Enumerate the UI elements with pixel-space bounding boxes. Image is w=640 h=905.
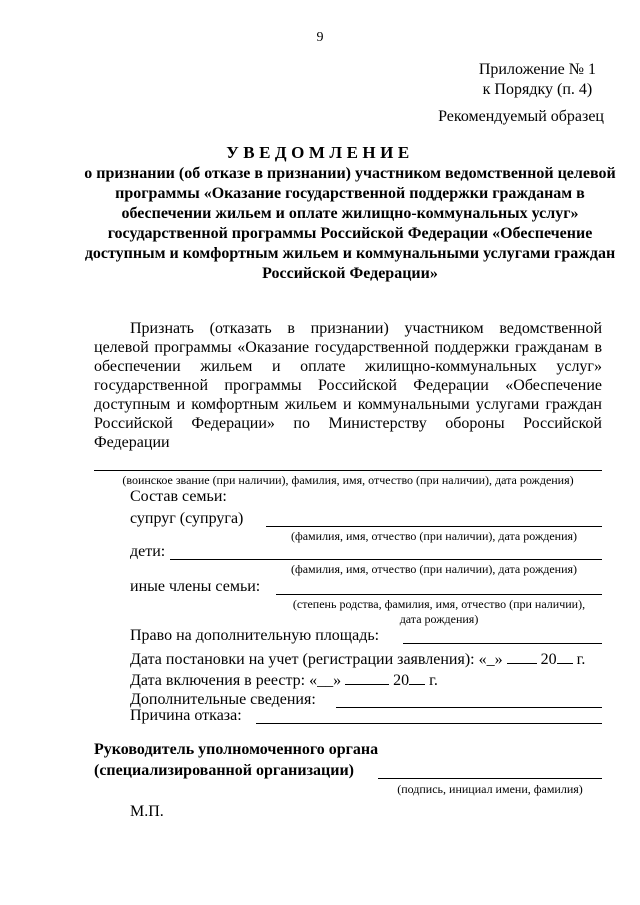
- refusal-reason-field-line[interactable]: [256, 723, 602, 724]
- spouse-field-line[interactable]: [266, 526, 602, 527]
- sample-label: Рекомендуемый образец: [438, 108, 604, 125]
- appendix-line-2: к Порядку (п. 4): [482, 81, 593, 98]
- registration-date-row: [130, 649, 585, 669]
- signature-field-line[interactable]: [378, 778, 602, 779]
- document-subtitle: о признании (об отказе в признании) участником ведомственной целевой программы «Оказание государственной поддержки гражданам в обеспечении жильем и оплате жилищно-коммунальных услуг» государственной программы Российской Федерации «Обеспечение доступным и комфортным жильем и коммунальными услугами граждан Российской Федерации»: [84, 165, 616, 282]
- page-number: 9: [316, 30, 324, 45]
- appendix-block: [479, 60, 596, 100]
- registration-month-field[interactable]: [507, 649, 537, 664]
- signature-caption: (подпись, инициал имени, фамилия): [397, 782, 583, 796]
- children-caption: (фамилия, имя, отчество (при наличии), дата рождения): [290, 562, 578, 576]
- spouse-caption: (фамилия, имя, отчество (при наличии), дата рождения): [290, 529, 578, 543]
- stamp-label: М.П.: [130, 803, 164, 820]
- extra-area-field-line[interactable]: [403, 643, 602, 644]
- person-field-line[interactable]: [94, 470, 602, 471]
- registry-date-row: [130, 670, 438, 690]
- children-label: дети:: [130, 543, 166, 560]
- registry-year-suffix: г.: [429, 672, 438, 689]
- additional-info-label: Дополнительные сведения:: [130, 691, 316, 708]
- signature-title-2: (специализированной организации): [94, 762, 354, 779]
- other-members-caption-1: (степень родства, фамилия, имя, отчество (при наличии),: [292, 597, 586, 611]
- registration-year-prefix: 20: [540, 651, 557, 668]
- refusal-reason-label: Причина отказа:: [130, 707, 242, 724]
- registry-year-field[interactable]: [409, 670, 425, 685]
- registry-date-label: Дата включения в реестр: «__»: [130, 672, 342, 689]
- registration-year-suffix: г.: [576, 651, 586, 668]
- registration-date-label: Дата постановки на учет (регистрации заявления): «_»: [130, 651, 503, 668]
- other-members-label: иные члены семьи:: [130, 578, 261, 595]
- body-paragraph: Признать (отказать в признании) участником ведомственной целевой программы «Оказание государственной поддержки гражданам в обеспечении жильем и оплате жилищно-коммунальных услуг» государственной программы Российской Федерации «Обеспечение доступным и комфортным жильем и коммунальными услугами граждан Российской Федерации» по Министерству обороны Российской Федерации: [94, 320, 602, 451]
- children-field-line[interactable]: [170, 559, 602, 560]
- additional-info-field-line[interactable]: [336, 707, 602, 708]
- extra-area-label: Право на дополнительную площадь:: [130, 627, 380, 644]
- other-members-caption-2: дата рождения): [399, 612, 479, 626]
- signature-title-1: Руководитель уполномоченного органа: [94, 741, 379, 758]
- appendix-line-1: Приложение № 1: [478, 61, 596, 78]
- family-label: Состав семьи:: [130, 488, 227, 505]
- person-caption: (воинское звание (при наличии), фамилия, имя, отчество (при наличии), дата рождения): [122, 473, 574, 487]
- document-title: УВЕДОМЛЕНИЕ: [226, 143, 414, 162]
- registration-year-field[interactable]: [557, 649, 573, 664]
- registry-month-field[interactable]: [345, 670, 389, 685]
- spouse-label: супруг (супруга): [130, 510, 244, 527]
- registry-year-prefix: 20: [393, 672, 410, 689]
- other-members-field-line[interactable]: [276, 594, 602, 595]
